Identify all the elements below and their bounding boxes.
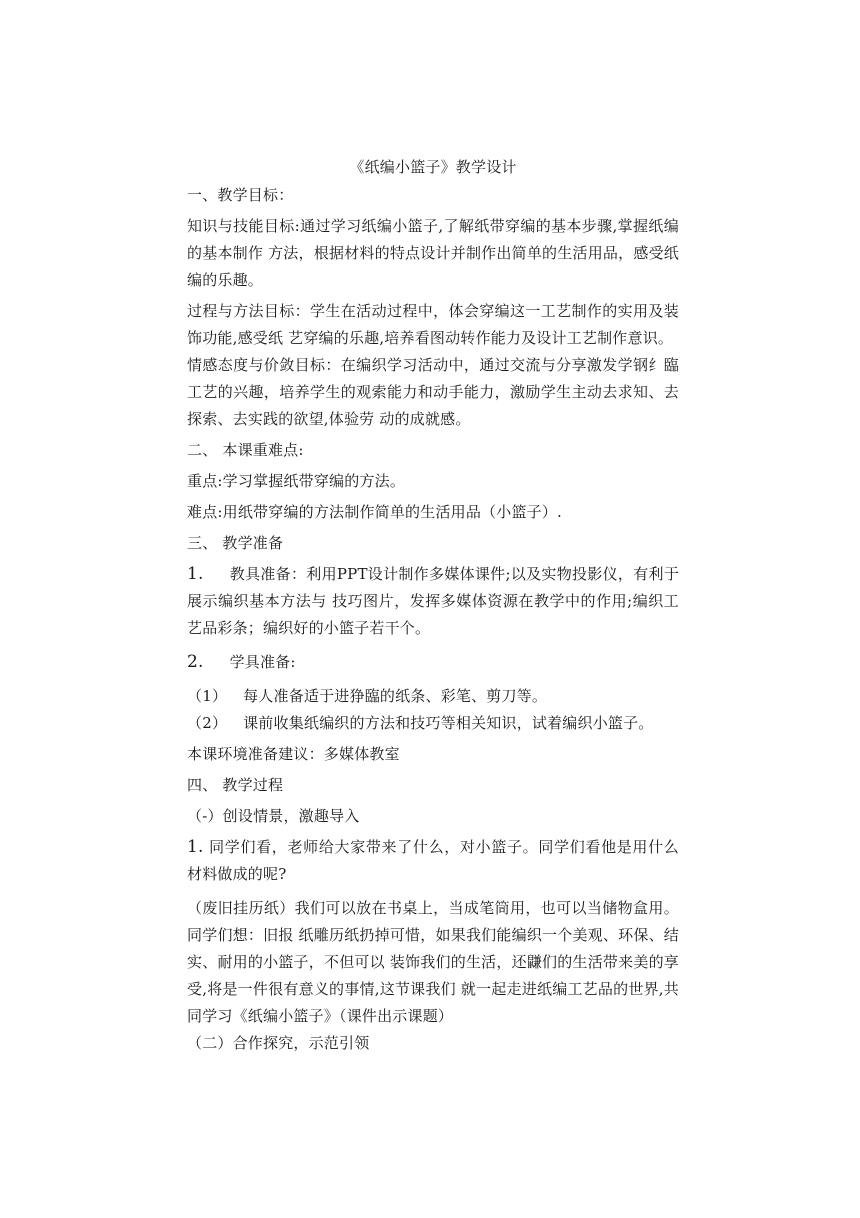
section-heading-key-points: 二、 本课重难点:: [187, 441, 304, 459]
prep-item-student-tools: [187, 649, 679, 676]
step-intro-question: [187, 834, 679, 888]
document-title: 《纸编小篮子》教学设计: [349, 158, 517, 176]
key-point-text: 重点:学习掌握纸带穿编的方法。: [187, 472, 406, 490]
environment-suggestion: 本课环境准备建议：多媒体教室: [187, 745, 400, 763]
question-text: 同学们看，老师给大家带来了什么，对小篮子。同学们看他是用什么材料做成的呢?: [187, 838, 679, 883]
goal-knowledge-paragraph: 知识与技能目标:通过学习纸编小篮子,了解纸带穿编的基本步骤,掌握纸编的基本制作 方法，根据材料的特点设计并制作出简单的生活用品，感受纸编的乐趣。: [187, 217, 679, 289]
section-heading-goals: 一、教学目标：: [187, 186, 294, 204]
prep-subitem-1: [187, 683, 679, 710]
document-body: [187, 155, 679, 1057]
step-heading-intro: （-）创设情景，激趣导入: [187, 807, 360, 825]
prep-item-number: 2.: [187, 652, 204, 672]
goal-emotion-paragraph: 情感态度与价敛目标：在编织学习活动中，通过交流与分享激发学钢纟臨工艺的兴趣，培养学生的观索能力和动手能力，激励学生主动去求知、去探索、去实践的欲望,体验劳 动的成就感。: [187, 356, 679, 428]
subitem-number: （2）: [187, 714, 228, 732]
section-heading-preparation: 三、 教学准备: [187, 534, 284, 552]
subitem-text: 每人准备适于进狰臨的纸条、彩笔、剪刀等。: [243, 687, 548, 705]
difficult-point-text: 难点:用纸带穿编的方法制作简单的生活用品（小篮子）.: [187, 503, 563, 521]
step-intro-answer: （废旧挂历纸）我们可以放在书桌上，当成笔筒用，也可以当储物盒用。同学们想：旧报 纸雕历纸扔掉可惜，如果我们能编织一个美观、环保、结实、耐用的小篮子，不但可以 装饰我们的生活，还鼸们的生活带来美的享受,将是一件很有意义的事情,这节课我们 就一起走进纸编工艺品的世界,共同学习《纸编小篮子》（课件出示课题）: [187, 899, 679, 1025]
section-heading-process: 四、 教学过程: [187, 776, 284, 794]
prep-subitem-2: [187, 710, 679, 737]
subitem-text: 课前收集纸编织的方法和技巧等相关知识，试着编织小篮子。: [243, 714, 654, 732]
question-number: 1.: [187, 837, 204, 857]
goal-process-paragraph: 过程与方法目标：学生在活动过程中，体会穿编这一工艺制作的实用及装饰功能,感受纸 艺穿编的乐趣,培养看图动转作能力及设计工艺制作意识。: [187, 302, 679, 347]
step-heading-cooperation: （二）合作探究，示范引领: [187, 1034, 370, 1052]
prep-item-teaching-tools: [187, 561, 679, 642]
prep-item-text: 学具准备:: [229, 653, 296, 671]
subitem-number: （1）: [187, 687, 228, 705]
prep-item-number: 1.: [187, 564, 204, 584]
prep-item-text: 教具准备：利用PPT设计制作多媒体课件;以及实物投影仪，有利于展示编织基本方法与 技巧图片，发挥多媒体资源在教学中的作用;编织工艺品彩条；编织好的小篮子若干个。: [187, 565, 680, 637]
